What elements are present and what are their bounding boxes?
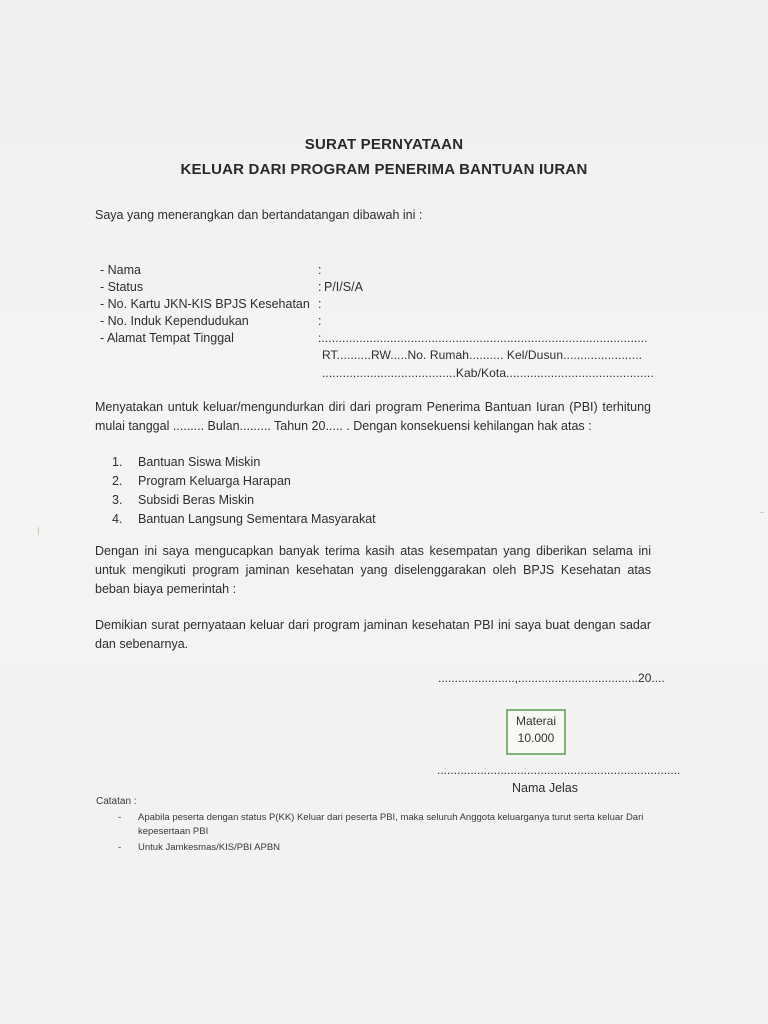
signature-line: ......................................................................... [437, 763, 681, 777]
field-label-card-number: - No. Kartu JKN-KIS BPJS Kesehatan [100, 297, 310, 311]
field-label-nik: - No. Induk Kependudukan [100, 314, 249, 328]
intro-text: Saya yang menerangkan dan bertandatangan dibawah ini : [95, 208, 423, 222]
statement-paragraph: Menyatakan untuk keluar/mengundurkan diri dari program Penerima Bantuan Iuran (PBI) terhitung mulai tanggal ......... Bulan......... Tahun 20..... . Dengan konsekuensi kehilangan hak atas : [95, 400, 651, 433]
field-separator: : [318, 280, 322, 294]
note-dash: - [118, 812, 122, 823]
note-item [118, 811, 658, 839]
stamp-value: 10.000 [517, 731, 555, 745]
list-text: Subsidi Beras Miskin [138, 493, 255, 507]
notes-title: Catatan : [96, 796, 137, 807]
field-label-address: - Alamat Tempat Tinggal [100, 331, 234, 345]
thanks-paragraph: Dengan ini saya mengucapkan banyak terima kasih atas kesempatan yang diberikan selama ini untuk mengikuti program jaminan kesehatan yang diselenggarakan oleh BPJS Kesehatan atas beban biaya pemerintah : [95, 544, 651, 596]
scan-mark [38, 527, 39, 535]
address-line-2: RT..........RW.....No. Rumah.......... Kel/Dusun....................... [322, 348, 643, 362]
list-text: Program Keluarga Harapan [138, 474, 291, 488]
note-text: Untuk Jamkesmas/KIS/PBI APBN [138, 842, 281, 853]
list-item [112, 453, 376, 472]
closing-paragraph: Demikian surat pernyataan keluar dari program jaminan kesehatan PBI ini saya buat dengan sadar dan sebenarnya. [95, 618, 651, 651]
note-dash: - [118, 842, 122, 853]
benefits-list [112, 453, 376, 529]
note-text: Apabila peserta dengan status P(KK) Keluar dari peserta PBI, maka seluruh Anggota keluarganya turut serta keluar Dari kepesertaan PBI [138, 812, 644, 837]
address-line-3: .......................................Kab/Kota........................................... [322, 366, 654, 380]
list-text: Bantuan Siswa Miskin [138, 455, 261, 469]
list-number: 2. [112, 474, 123, 488]
list-item [112, 472, 376, 491]
list-text: Bantuan Langsung Sementara Masyarakat [138, 512, 376, 526]
list-number: 4. [112, 512, 123, 526]
field-label-status: - Status [100, 280, 144, 294]
field-separator: : [318, 314, 322, 328]
stamp-box [506, 709, 566, 755]
list-item [112, 491, 376, 510]
field-value-status: P/I/S/A [324, 280, 363, 294]
signature-name: Nama Jelas [512, 781, 578, 795]
note-item [118, 841, 658, 855]
field-label-name: - Nama [100, 263, 141, 277]
date-line: .......................,....................................20.... [438, 671, 665, 685]
field-separator: : [318, 297, 322, 311]
document-subtitle: KELUAR DARI PROGRAM PENERIMA BANTUAN IURAN [180, 161, 588, 178]
stamp-label: Materai [515, 714, 556, 728]
list-number: 3. [112, 493, 123, 507]
document-title: SURAT PERNYATAAN [304, 136, 464, 153]
field-separator: : [318, 263, 322, 277]
scan-mark [760, 512, 764, 513]
list-number: 1. [112, 455, 123, 469]
list-item [112, 510, 376, 529]
address-line-1: :............................................................................................... [318, 331, 648, 345]
